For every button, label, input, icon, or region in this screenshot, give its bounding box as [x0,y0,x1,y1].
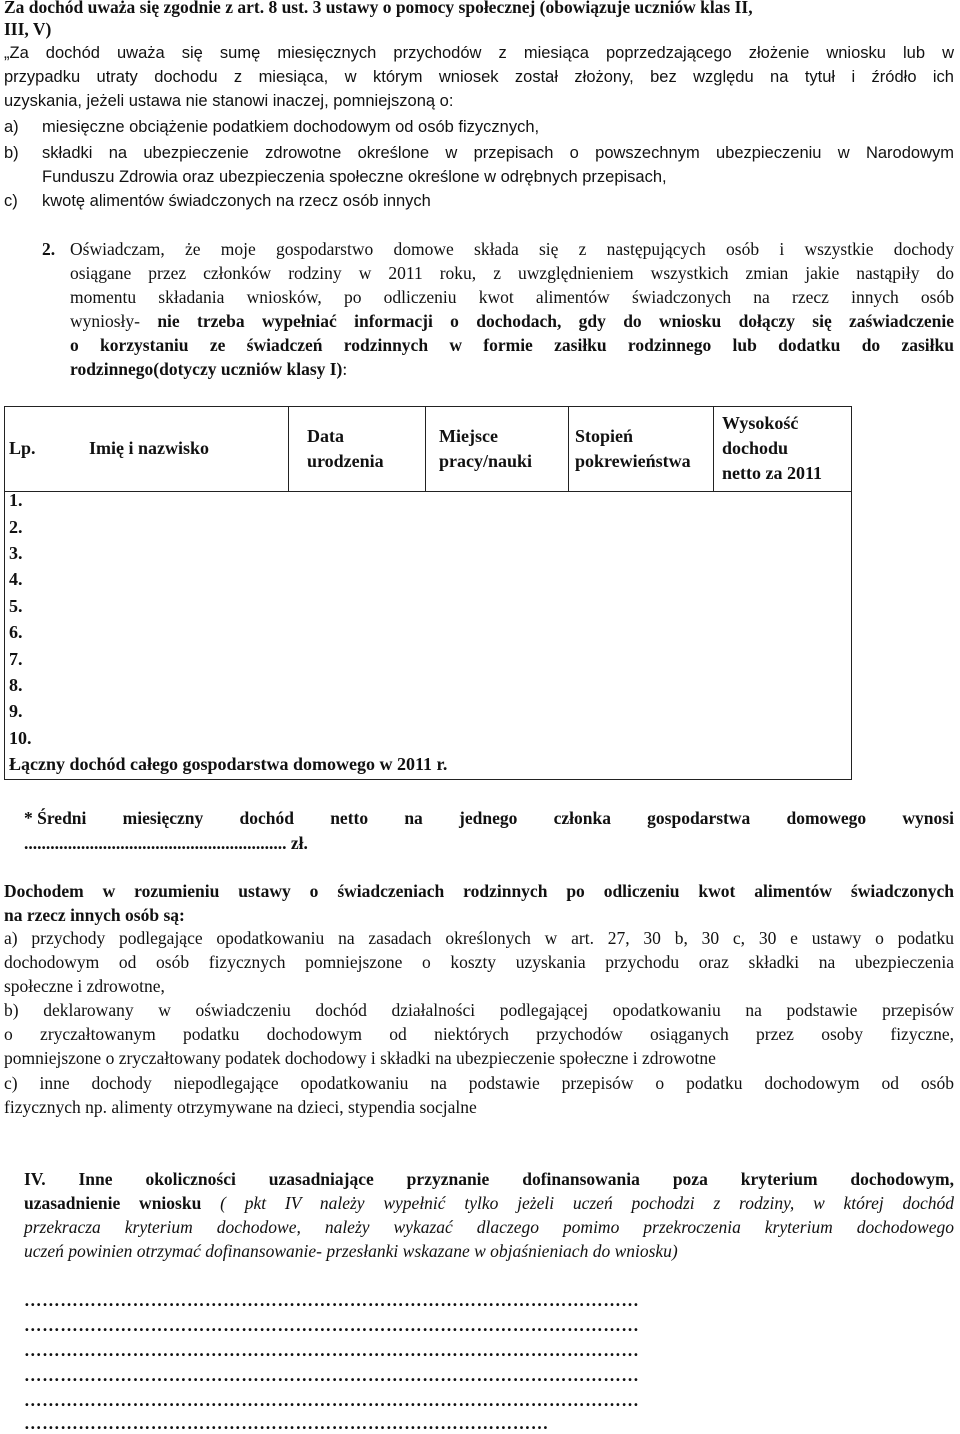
item-text: składki na ubezpieczenie zdrowotne określone w przepisach o powszechnym ubezpieczeniu w Narodowym [42,144,954,162]
income-def-line: dochodowym od osób fizycznych pomniejszone o koszty uzyskania przychodu oraz składki na ubezpieczenia [4,952,954,972]
header-birth-1: Data [307,426,344,446]
item-text: miesięczne obciążenie podatkiem dochodowym od osób fizycznych, [42,118,540,136]
income-def-title-1: Dochodem w rozumieniu ustawy o świadczeniach rodzinnych po odliczeniu kwot alimentów świadczonych [4,881,954,901]
answer-line[interactable]: ………………………………………………………………………………………… [24,1340,640,1360]
table-row-number: 6. [9,622,23,642]
declaration-line-4-bold: nie trzeba wypełniać informacji o dochodach, gdy do wniosku dołączy się zaświadczenie [157,311,955,331]
item-label: a) [4,118,19,136]
table-row-number: 8. [9,675,23,695]
table-row-number: 2. [9,517,23,537]
table-total-label: Łączny dochód całego gospodarstwa domowego w 2011 r. [9,754,448,774]
item-text: Funduszu Zdrowia oraz ubezpieczenia społeczne określone w odrębnych przepisach, [42,168,667,186]
income-def-line: b) deklarowany w oświadczeniu dochód działalności podlegającej opodatkowaniu na podstawie przepisów [4,1000,954,1020]
table-row-number: 9. [9,701,23,721]
table-row-number: 4. [9,569,23,589]
average-income-line-1 [24,806,954,830]
declaration-line-4-normal: wyniosły- [70,311,140,331]
average-word: * Średni [24,808,87,828]
table-row-number: 5. [9,596,23,616]
income-def-line: społeczne i zdrowotne, [4,976,165,996]
income-def-line: pomniejszone o zryczałtowany podatek dochodowy i składki na ubezpieczenie społeczne i zdrowotne [4,1048,716,1068]
average-word: gospodarstwa [647,808,751,828]
declaration-line-2: osiągane przez członków rodziny w 2011 roku, z uwzględnieniem wszystkich zmian jakie nastąpiły do [70,263,954,283]
column-divider [568,407,569,491]
header-income-1: Wysokość [722,413,799,433]
average-word: domowego [786,808,867,828]
declaration-line-4 [70,309,954,333]
income-def-line: o zryczałtowanym podatku dochodowym od niektórych przychodów osiąganych przez osoby fizyczne, [4,1024,954,1044]
definition-item-b-cont [4,166,954,188]
declaration-line-6 [70,357,347,381]
header-income-3: netto za 2011 [722,463,822,483]
header-work-1: Miejsce [439,426,498,446]
table-row-number: 10. [9,728,32,748]
household-table [4,406,852,780]
income-def-line: fizycznych np. alimenty otrzymywane na dzieci, stypendia socjalne [4,1097,477,1117]
average-word: członka [553,808,611,828]
declaration-line-6-bold: rodzinnego(dotyczy uczniów klasy I) [70,359,343,379]
average-word: netto [330,808,369,828]
definition-line-2: przypadku utraty dochodu z miesiąca, w którym wniosek został złożony, bez względu na tytuł i źródło ich [4,68,954,86]
column-divider [288,407,289,491]
section-iv-line-2 [24,1191,954,1215]
average-word: dochód [239,808,294,828]
definition-item-b [4,142,954,164]
header-name: Imię i nazwisko [89,438,210,458]
table-row-number: 7. [9,649,23,669]
item-label: c) [4,192,18,210]
column-divider [713,407,714,491]
item-label: b) [4,144,19,162]
section-iv-italic: ( pkt IV należy wypełnić tylko jeżeli uczeń pochodzi z rodziny, w której dochód [220,1193,955,1213]
definition-line-3: uzyskania, jeżeli ustawa nie stanowi inaczej, pomniejszoną o: [4,92,454,110]
definition-line-1: „Za dochód uważa się sumę miesięcznych przychodów z miesiąca poprzedzającego złożenie wniosku lub w [4,44,954,62]
income-def-title-2: na rzecz innych osób są: [4,905,185,925]
header-income-2: dochodu [722,438,789,458]
section-iv-bold: uzasadnienie wniosku [24,1193,202,1213]
section-iv-line-3: przekracza kryterium dochodowe, należy wykazać dlaczego pomimo przekroczenia kryterium dochodowego [24,1217,954,1237]
answer-line[interactable]: ………………………………………………………………………………………… [24,1365,640,1385]
income-def-line: c) inne dochody niepodlegające opodatkowaniu na podstawie przepisów o podatku dochodowym od osób [4,1073,954,1093]
answer-line[interactable]: …………………………………………………………………………… [24,1413,549,1433]
column-divider [425,407,426,491]
header-relation-1: Stopień [575,426,634,446]
declaration-number: 2. [42,239,56,259]
answer-line[interactable]: ………………………………………………………………………………………… [24,1390,640,1410]
average-word: na [404,808,423,828]
average-word: wynosi [902,808,954,828]
declaration-line-3: momentu składania wniosków, po odliczeniu kwot alimentów świadczonych na rzecz innych osób [70,287,954,307]
average-word: jednego [459,808,518,828]
declaration-line-1: Oświadczam, że moje gospodarstwo domowe składa się z następujących osób i wszystkie dochody [70,239,954,259]
header-work-2: pracy/nauki [439,451,533,471]
header-lp: Lp. [9,438,36,458]
section-iv-line-4: uczeń powinien otrzymać dofinansowanie- przesłanki wskazane w objaśnieniach do wniosku) [24,1241,678,1261]
header-birth-2: urodzenia [307,451,384,471]
definition-item-a [4,116,954,138]
definition-item-c [4,190,954,212]
header-line-2: III, V) [4,19,52,39]
header-line-1: Za dochód uważa się zgodnie z art. 8 ust. 3 ustawy o pomocy społecznej (obowiązuje uczniów klas II, [4,0,753,17]
header-relation-2: pokrewieństwa [575,451,691,471]
section-iv-title: IV. Inne okoliczności uzasadniające przyznanie dofinansowania poza kryterium dochodowym, [24,1169,954,1189]
table-row-number: 3. [9,543,23,563]
income-def-line: a) przychody podlegające opodatkowaniu na zasadach określonych w art. 27, 30 b, 30 c, 30 e ustawy o podatku [4,928,954,948]
header-divider [5,491,851,492]
answer-line[interactable]: ………………………………………………………………………………………… [24,1315,640,1335]
average-income-line-2: ............................................................ zł. [24,833,308,853]
declaration-line-5: o korzystaniu ze świadczeń rodzinnych w formie zasiłku rodzinnego lub dodatku do zasiłku [70,335,954,355]
item-text: kwotę alimentów świadczonych na rzecz osób innych [42,192,431,210]
declaration-line-6-tail: : [342,359,348,379]
table-row-number: 1. [9,490,23,510]
answer-line[interactable]: ………………………………………………………………………………………… [24,1290,640,1310]
average-word: miesięczny [122,808,204,828]
